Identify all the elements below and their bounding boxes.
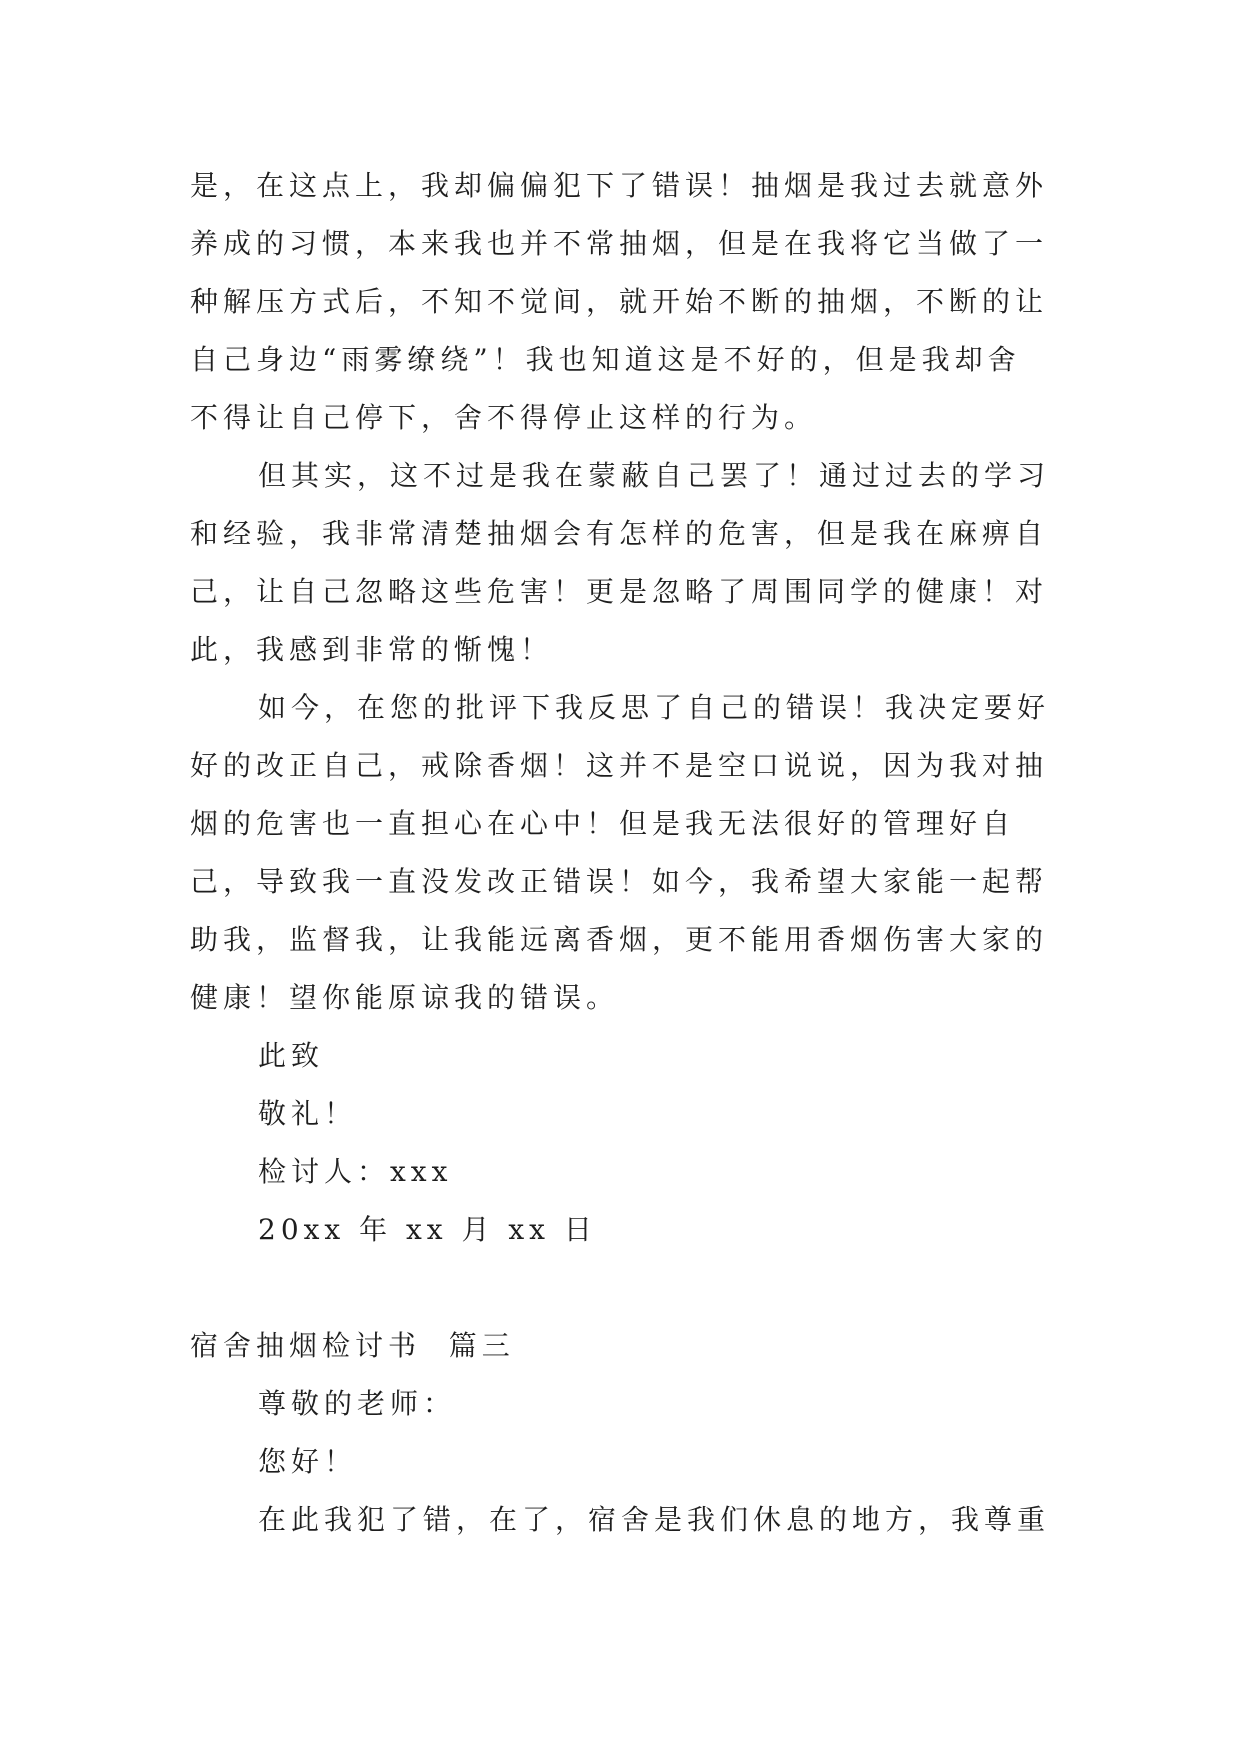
text-line: 此，我感到非常的惭愧！ <box>190 633 554 666</box>
text-line: 在此我犯了错，在了，宿舍是我们休息的地方，我尊重 <box>258 1503 1051 1536</box>
text-line: 烟的危害也一直担心在心中！但是我无法很好的管理好自 <box>190 807 1016 840</box>
text-line: 种解压方式后，不知不觉间，就开始不断的抽烟，不断的让 <box>190 285 1049 318</box>
text-line: 好的改正自己，戒除香烟！这并不是空口说说，因为我对抽 <box>190 749 1049 782</box>
paragraph <box>190 679 1070 1027</box>
text-line: 是，在这点上，我却偏偏犯下了错误！抽烟是我过去就意外 <box>190 169 1049 202</box>
text-line: 但其实，这不过是我在蒙蔽自己罢了！通过过去的学习 <box>258 459 1051 492</box>
text-line: 健康！望你能原谅我的错误。 <box>190 981 620 1014</box>
text-line: 己，让自己忽略这些危害！更是忽略了周围同学的健康！对 <box>190 575 1049 608</box>
paragraph <box>190 447 1070 679</box>
text-line: 己，导致我一直没发改正错误！如今，我希望大家能一起帮 <box>190 865 1049 898</box>
text-line: 养成的习惯，本来我也并不常抽烟，但是在我将它当做了一 <box>190 227 1049 260</box>
document-page <box>190 157 1070 1549</box>
signer-line: 检讨人：xxx <box>258 1155 453 1188</box>
blank-line <box>190 1259 1070 1317</box>
section-title: 宿舍抽烟检讨书 篇三 <box>190 1329 515 1362</box>
date-line: 20xx 年 xx 月 xx 日 <box>258 1213 597 1246</box>
text-line: 不得让自己停下，舍不得停止这样的行为。 <box>190 401 818 434</box>
paragraph <box>190 157 1070 447</box>
closing-greeting: 此致 <box>258 1039 325 1072</box>
salutation-greeting: 您好！ <box>258 1445 358 1478</box>
closing-block <box>190 1027 1070 1259</box>
salutation-addressee: 尊敬的老师： <box>258 1387 457 1420</box>
text-line: 助我，监督我，让我能远离香烟，更不能用香烟伤害大家的 <box>190 923 1049 956</box>
closing-salute: 敬礼！ <box>258 1097 358 1130</box>
paragraph <box>190 1491 1070 1549</box>
text-line: 自己身边“雨雾缭绕”！我也知道这是不好的，但是我却舍 <box>190 343 1021 376</box>
text-line: 如今，在您的批评下我反思了自己的错误！我决定要好 <box>258 691 1051 724</box>
text-line: 和经验，我非常清楚抽烟会有怎样的危害，但是我在麻痹自 <box>190 517 1049 550</box>
